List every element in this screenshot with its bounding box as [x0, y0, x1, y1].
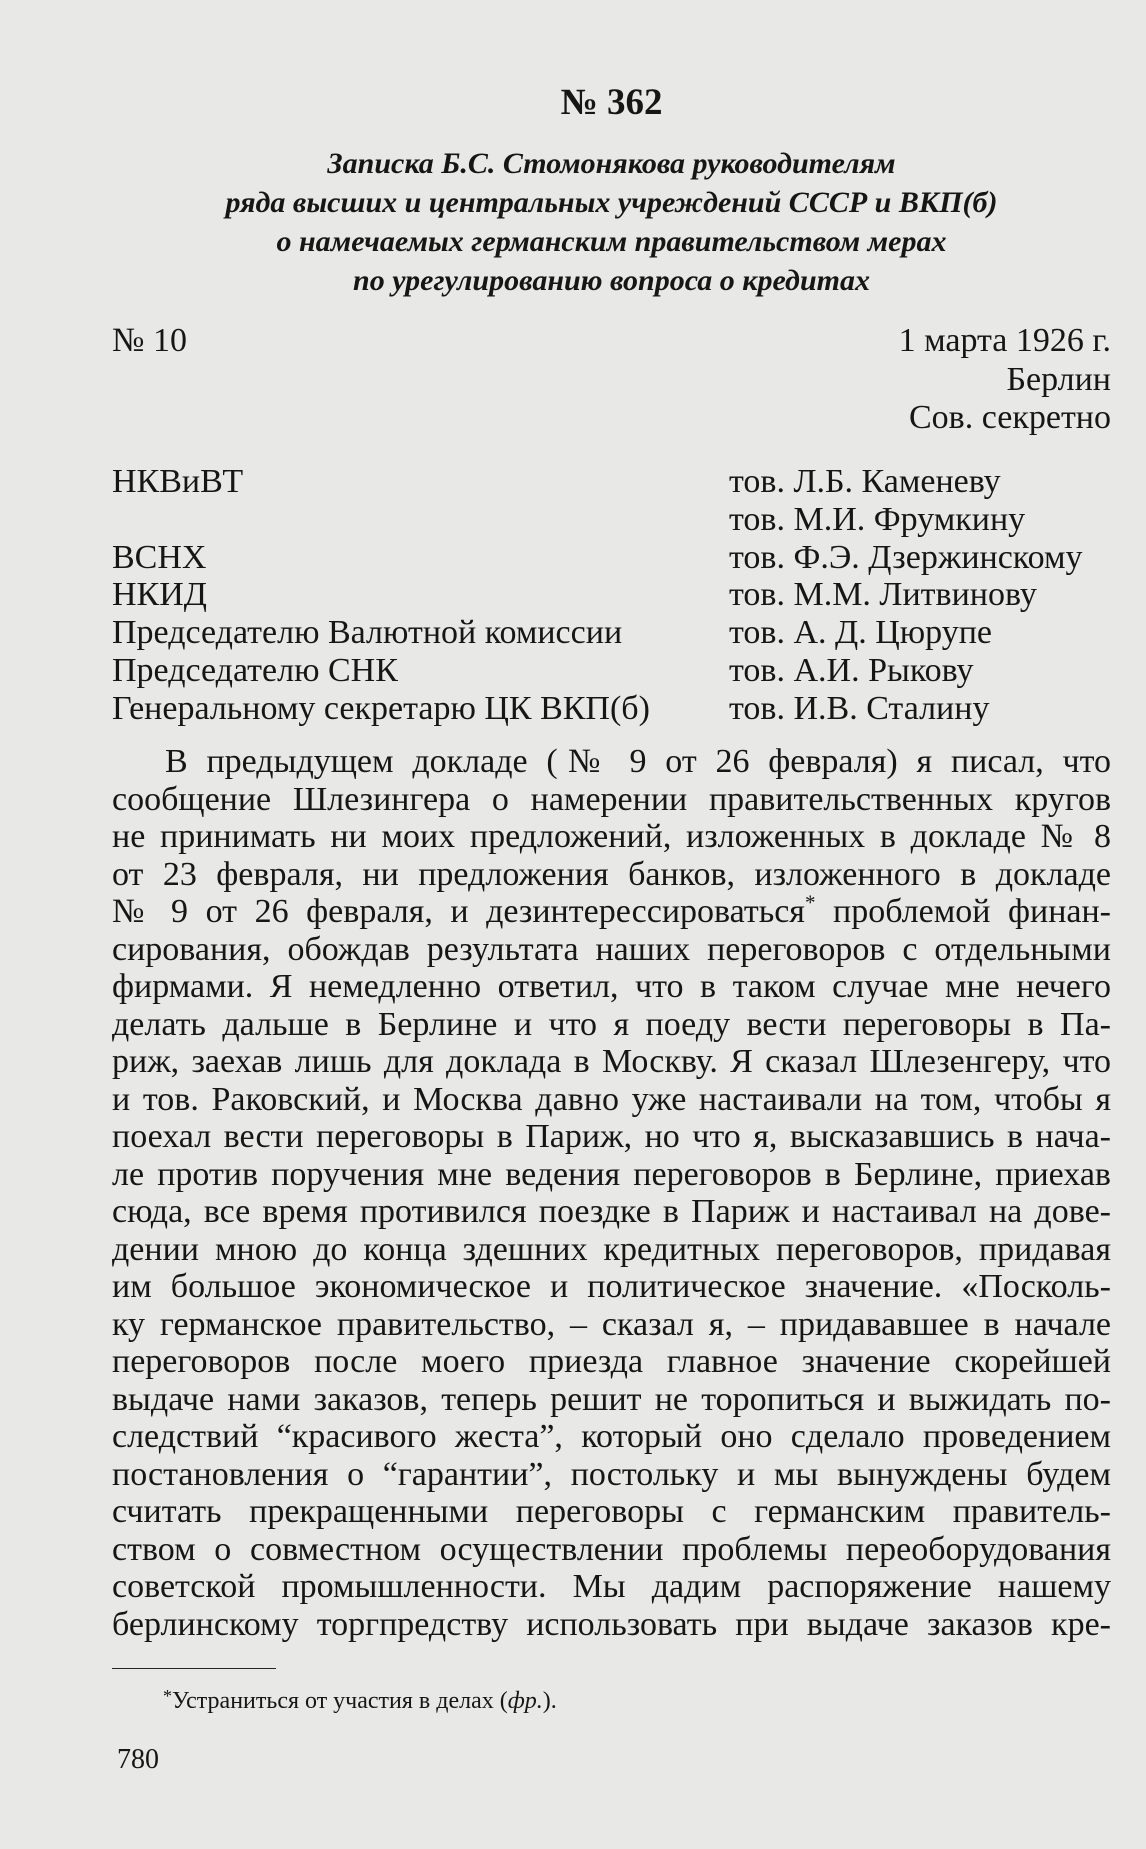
- body-line: В предыдущем докладе (№ 9 от 26 февраля) я писал, что: [165, 743, 1111, 780]
- outgoing-number: № 10: [112, 322, 187, 359]
- title-line: по урегулированию вопроса о кредитах: [353, 264, 870, 297]
- footnote-separator: [112, 1668, 276, 1669]
- body-line: следствий “красивого жеста”, который оно сделало проведением: [112, 1418, 1111, 1455]
- document-place: Берлин: [1006, 360, 1111, 398]
- addressee-organization: Председателю СНК: [112, 651, 398, 689]
- document-number: № 362: [560, 82, 663, 123]
- footnote-marker: *: [163, 1686, 172, 1706]
- body-line: им большое экономическое и политическое значение. «Посколь-: [112, 1268, 1111, 1305]
- body-line: ством о совместном осуществлении проблемы переоборудования: [112, 1530, 1111, 1568]
- addressee-organization: НКВиВТ: [112, 463, 244, 500]
- body-line: от 23 февраля, ни предложения банков, изложенного в докладе: [112, 855, 1111, 893]
- footnote-text: Устраниться от участия в делах (: [172, 1688, 508, 1714]
- body-line: поехал вести переговоры в Париж, но что я, высказавшись в нача-: [112, 1118, 1111, 1155]
- addressee-name: тов. А. Д. Цюрупе: [729, 614, 993, 652]
- addressee-name: тов. М.М. Литвинову: [729, 576, 1037, 614]
- footnote-marker: *: [804, 890, 816, 915]
- body-line: выдаче нами заказов, теперь решит не торопиться и выжидать по-: [112, 1380, 1111, 1418]
- body-line: постановления о “гарантии”, постольку и мы вынуждены будем: [112, 1455, 1111, 1493]
- addressee-name: тов. М.И. Фрумкину: [729, 500, 1026, 538]
- number-date-row: [112, 322, 1111, 361]
- addressee-row: [112, 690, 1111, 728]
- footnote-language-abbr: фр.: [507, 1688, 543, 1714]
- body-text: [112, 743, 1111, 1643]
- body-line: переговоров после моего приезда главное значение скорейшей: [112, 1343, 1111, 1380]
- document-title: [112, 144, 1111, 300]
- body-line: [112, 890, 1112, 931]
- document-meta: [112, 322, 1111, 438]
- body-line: дении мною до конца здешних кредитных переговоров, придавая: [112, 1230, 1111, 1268]
- addressee-row: [112, 614, 1111, 652]
- body-line: ле против поручения мне ведения переговоров в Берлине, приехав: [112, 1155, 1111, 1193]
- addressee-row: [112, 576, 1111, 614]
- body-line: сирования, обождав результата наших переговоров с отдельными: [112, 930, 1111, 968]
- footnote-closing: ).: [542, 1688, 557, 1714]
- title-line: Записка Б.С. Стомонякова руководителям: [327, 147, 896, 180]
- addressee-organization: ВСНХ: [112, 538, 207, 576]
- title-line: ряда высших и центральных учреждений СССР и ВКП(б): [225, 186, 998, 219]
- body-line: сюда, все время противился поездке в Париж и настаивал на дове-: [112, 1193, 1111, 1230]
- addressee-organization: Генеральному секретарю ЦК ВКП(б): [112, 689, 650, 727]
- page-number: 780: [117, 1744, 159, 1775]
- body-line: берлинскому торгпредству использовать при выдаче заказов кре-: [112, 1605, 1111, 1643]
- title-line: о намечаемых германским правительством мерах: [276, 225, 947, 258]
- addressee-row: [112, 539, 1111, 577]
- addressee-name: тов. А.И. Рыкову: [729, 651, 974, 689]
- body-line: не принимать ни моих предложений, изложенных в докладе № 8: [112, 818, 1111, 855]
- body-line: фирмами. Я немедленно ответил, что в таком случае мне нечего: [112, 968, 1111, 1005]
- addressee-name: тов. Ф.Э. Дзержинскому: [729, 538, 1083, 576]
- body-line: делать дальше в Берлине и что я поеду вести переговоры в Па-: [112, 1005, 1111, 1043]
- footnote: [163, 1686, 557, 1716]
- body-line-text: № 9 от 26 февраля, и дезинтерессироваться: [112, 893, 805, 930]
- addressee-list: [112, 463, 1111, 728]
- document-date: 1 марта 1926 г.: [898, 322, 1111, 359]
- addressee-organization: НКИД: [112, 576, 207, 614]
- addressee-name: тов. И.В. Сталину: [729, 689, 990, 727]
- body-line: советской промышленности. Мы дадим распоряжение нашему: [112, 1568, 1111, 1605]
- body-line: считать прекращенными переговоры с германским правитель-: [112, 1493, 1111, 1530]
- body-line: ку германское правительство, – сказал я, – придававшее в начале: [112, 1305, 1111, 1343]
- addressee-name: тов. Л.Б. Каменеву: [729, 463, 1001, 500]
- addressee-row: [112, 463, 1111, 501]
- addressee-row: [112, 501, 1111, 539]
- addressee-organization: Председателю Валютной комиссии: [112, 614, 623, 652]
- body-line: риж, заехав лишь для доклада в Москву. Я сказал Шлезенгеру, что: [112, 1043, 1111, 1080]
- classification-stamp: Сов. секретно: [909, 399, 1111, 436]
- body-line: сообщение Шлезингера о намерении правительственных кругов: [112, 780, 1111, 818]
- body-line: и тов. Раковский, и Москва давно уже настаивали на том, чтобы я: [112, 1080, 1111, 1118]
- body-line-text: проблемой финан-: [815, 893, 1112, 930]
- addressee-row: [112, 652, 1111, 690]
